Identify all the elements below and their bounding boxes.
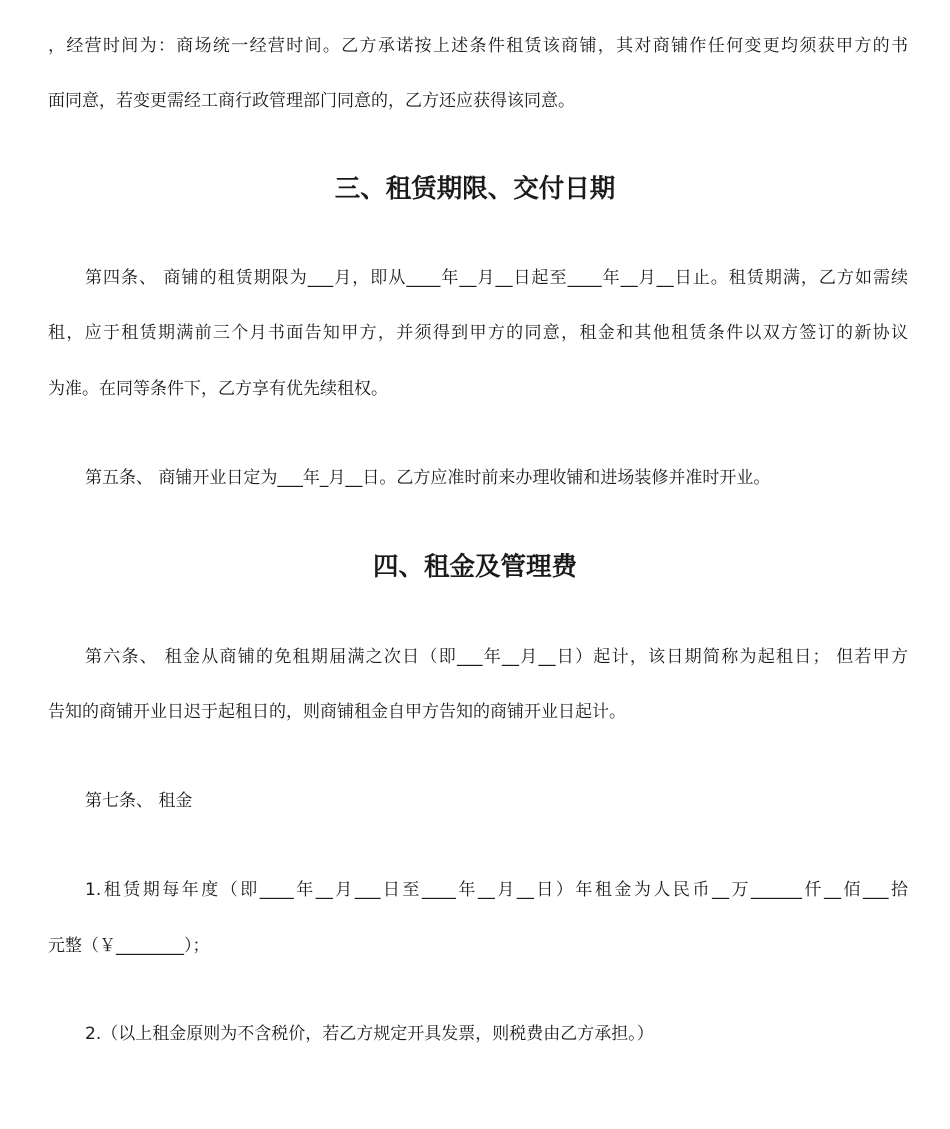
article-7-title: 第七条、 租金 (85, 791, 193, 811)
section-heading: 三、租赁期限、交付日期 (334, 174, 616, 204)
article-4-line: 租，应于租赁期满前三个月书面告知甲方，并须得到甲方的同意，租金和其他租赁条件以双方签订的新协议 (48, 323, 908, 343)
paragraph-line: 面同意，若变更需经工商行政管理部门同意的，乙方还应获得该同意。 (48, 91, 575, 111)
paragraph-line: ，经营时间为：商场统一经营时间。乙方承诺按上述条件租赁该商铺，其对商铺作任何变更均须获甲方的书 (48, 36, 908, 56)
article-5-line: 第五条、 商铺开业日定为___年_月__日。乙方应准时前来办理收铺和进场装修并准时开业。 (85, 468, 771, 488)
article-7-item-1-line: 1.租赁期每年度（即____年__月___日至____年__月__日）年租金为人民币__万______仟__佰___拾 (85, 880, 908, 900)
section-heading: 四、租金及管理费 (372, 552, 577, 582)
article-4-line: 第四条、 商铺的租赁期限为___月，即从____年__月__日起至____年__月__日止。租赁期满，乙方如需续 (85, 268, 908, 288)
article-7-item-1-line: 元整（￥________）； (48, 936, 210, 956)
article-6-line: 第六条、 租金从商铺的免租期届满之次日（即___年__月__日）起计，该日期简称为起租日； 但若甲方 (85, 647, 908, 667)
article-7-item-2: 2.（以上租金原则为不含税价，若乙方规定开具发票，则税费由乙方承担。） (85, 1024, 654, 1044)
article-6-line: 告知的商铺开业日迟于起租日的，则商铺租金自甲方告知的商铺开业日起计。 (48, 702, 626, 722)
article-4-line: 为准。在同等条件下，乙方享有优先续租权。 (48, 379, 388, 399)
